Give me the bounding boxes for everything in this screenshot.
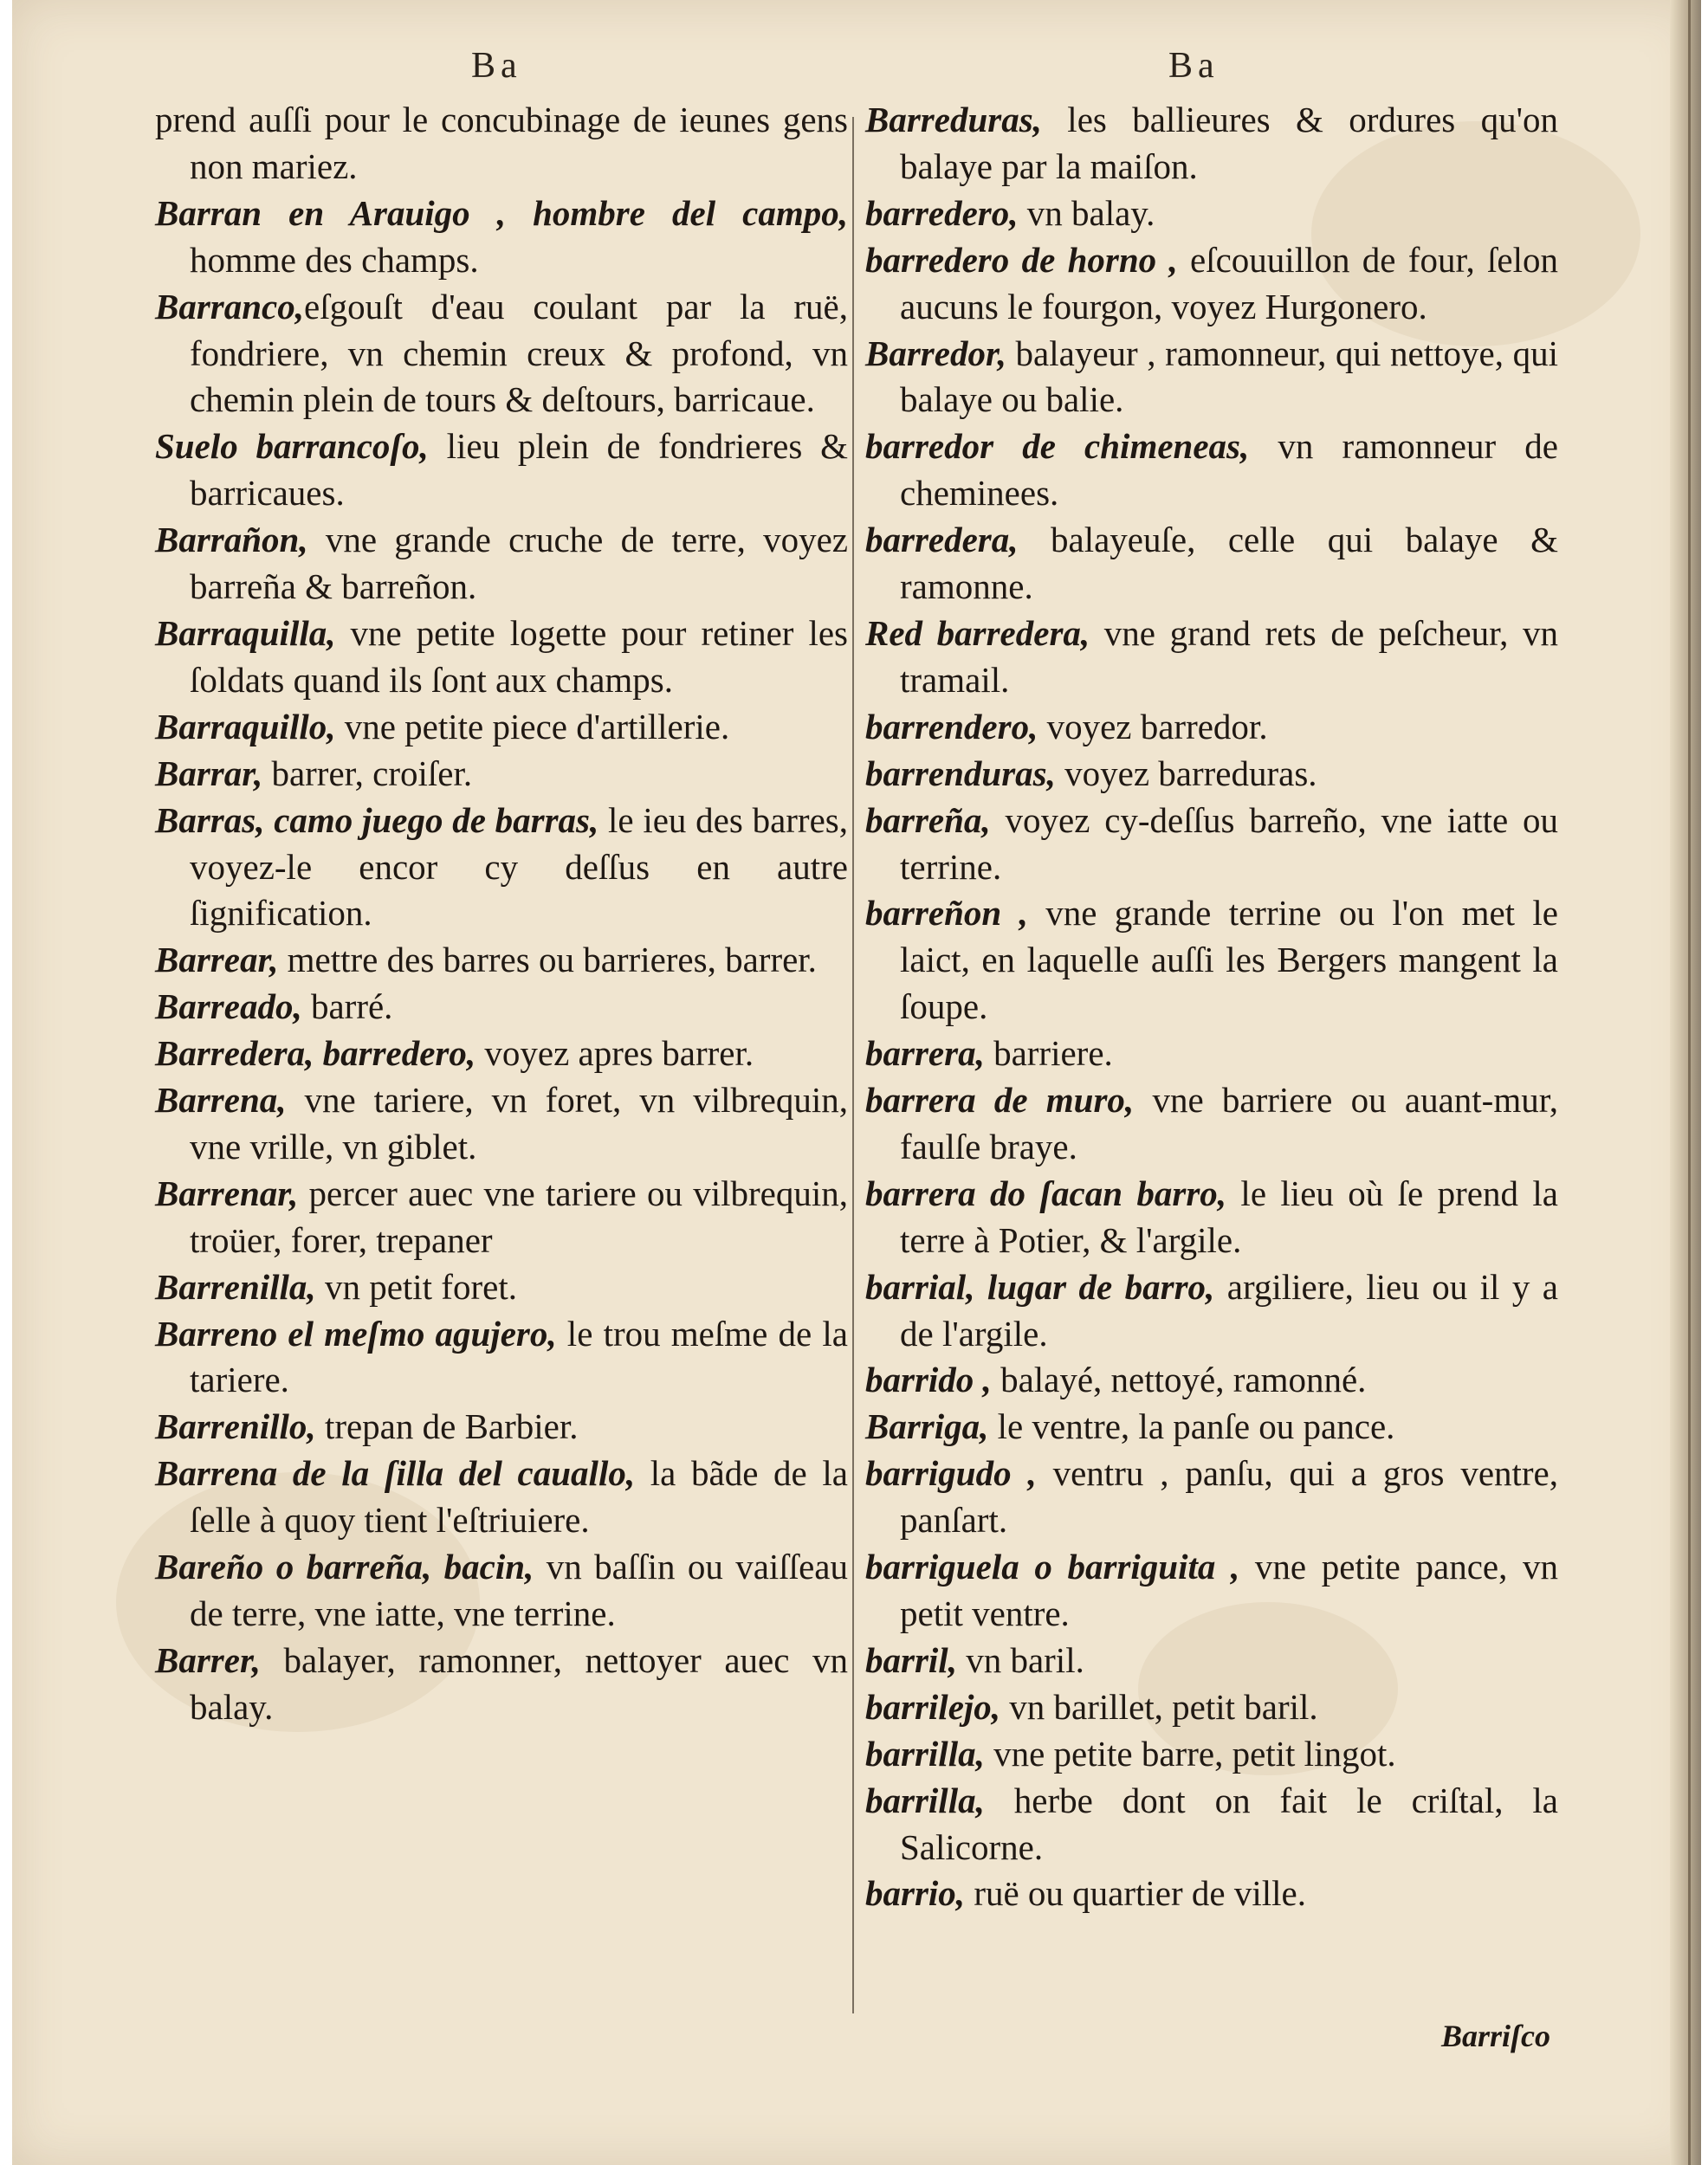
running-header-right: Ba: [1168, 46, 1220, 86]
dictionary-entry: [155, 1544, 848, 1638]
entry-definition: barriere.: [984, 1033, 1113, 1074]
dictionary-entry: [865, 1171, 1558, 1264]
entry-definition: voyez barreduras.: [1055, 753, 1317, 793]
entry-definition: trepan de Barbier.: [315, 1406, 579, 1447]
entry-headword: barrilla,: [865, 1780, 985, 1820]
entry-definition: vn baril.: [956, 1639, 1084, 1680]
dictionary-entry: [155, 1638, 848, 1731]
entry-definition: le trou meſme de la tariere.: [190, 1313, 849, 1400]
entry-definition: vne petite pance, vn petit ventre.: [900, 1547, 1558, 1633]
dictionary-entry: [155, 751, 848, 798]
dictionary-entry: [155, 1451, 848, 1544]
entry-definition: voyez cy-deſſus barreño, vne iatte ou terrine.: [900, 799, 1558, 887]
dictionary-entry: [865, 97, 1558, 191]
entry-headword: Barrenilla,: [155, 1266, 316, 1307]
dictionary-entry: [865, 1871, 1558, 1917]
entry-definition: herbe dont on fait le criſtal, la Salicorne.: [900, 1780, 1558, 1867]
entry-definition: balayé, nettoyé, ramonné.: [991, 1360, 1367, 1400]
entry-headword: Barras, camo juego de barras,: [155, 799, 599, 840]
dictionary-entry: [155, 191, 848, 284]
book-page: [12, 0, 1701, 2165]
entry-headword: barrilejo,: [865, 1686, 1001, 1727]
dictionary-entry: [865, 423, 1558, 517]
entry-definition: vne petite logette pour retiner les ſoldats quand ils ſont aux champs.: [190, 612, 848, 700]
entry-headword: barrial, lugar de barro,: [865, 1266, 1215, 1307]
entry-definition: argiliere, lieu ou il y a de l'argile.: [900, 1266, 1559, 1354]
entry-definition: vne grand rets de peſcheur, vn tramail.: [900, 612, 1558, 700]
entry-definition: balayeur , ramonneur, qui nettoye, qui balaye ou balie.: [900, 333, 1558, 420]
entry-definition: lieu plein de fondrieres & barricaues.: [190, 426, 848, 514]
dictionary-entry: [155, 1264, 848, 1311]
entry-definition: les ballieures & ordures qu'on balaye par la maiſon.: [900, 100, 1558, 186]
entry-definition: vne petite barre, petit lingot.: [984, 1733, 1396, 1774]
entry-headword: barriguela o barriguita ,: [865, 1547, 1240, 1587]
entry-definition: balayer, ramonner, nettoyer auec vn balay.: [190, 1639, 848, 1727]
entry-headword: barredera,: [865, 520, 1019, 560]
page-edge: [1670, 0, 1701, 2165]
entry-definition: ruë ou quartier de ville.: [965, 1873, 1306, 1914]
entry-definition: vn petit foret.: [315, 1266, 517, 1307]
entry-headword: barredero,: [865, 192, 1019, 233]
entry-headword: Barrena,: [155, 1080, 287, 1121]
entry-headword: Barriga,: [865, 1406, 989, 1447]
dictionary-entry: [865, 1077, 1558, 1171]
catchword: Barriſco: [1441, 2019, 1550, 2053]
dictionary-entry: [865, 1684, 1558, 1731]
entry-definition: balayeuſe, celle qui balaye & ramonne.: [900, 520, 1558, 607]
dictionary-entry: [865, 237, 1558, 331]
dictionary-entry: [865, 1778, 1558, 1871]
entry-headword: Barreno el meſmo agujero,: [155, 1313, 557, 1354]
entry-definition: vne barriere ou auant-mur, faulſe braye.: [900, 1080, 1558, 1167]
entry-headword: barrera do ſacan barro,: [865, 1173, 1227, 1213]
entry-headword: Red barredera,: [865, 612, 1090, 653]
entry-headword: Barran en Arauigo , hombre del campo,: [155, 192, 848, 233]
entry-headword: Barraquillo,: [155, 706, 336, 746]
dictionary-entry: [865, 751, 1558, 798]
entry-headword: barrilla,: [865, 1733, 985, 1774]
left-column: [155, 97, 848, 1731]
entry-headword: barrendero,: [865, 706, 1038, 746]
entry-definition: barrer, croiſer.: [262, 753, 473, 793]
dictionary-entry: [155, 284, 848, 424]
entry-headword: barril,: [865, 1639, 957, 1680]
entry-definition: prend auſſi pour le concubinage de ieunes gens non mariez.: [155, 100, 848, 186]
entry-definition: homme des champs.: [190, 239, 479, 280]
dictionary-entry: [865, 704, 1558, 751]
entry-definition: vn baſſin ou vaiſſeau de terre, vne iatte, vne terrine.: [190, 1547, 849, 1633]
dictionary-entry: [155, 423, 848, 517]
dictionary-entry: [155, 1031, 848, 1077]
entry-definition: barré.: [301, 986, 393, 1027]
dictionary-entry: [865, 191, 1558, 237]
dictionary-entry: [865, 331, 1558, 424]
entry-headword: Barreduras,: [865, 100, 1042, 139]
entry-definition: vne grande cruche de terre, voyez barreña & barreñon.: [190, 520, 848, 607]
dictionary-entry: [865, 1031, 1558, 1077]
entry-headword: Barraquilla,: [155, 612, 336, 653]
entry-definition: le ieu des barres, voyez-le encor cy deſſus en autre ſignification.: [190, 799, 848, 934]
dictionary-entry: [155, 611, 848, 704]
entry-headword: Barredera, barredero,: [155, 1033, 476, 1074]
entry-definition: voyez apres barrer.: [476, 1033, 754, 1074]
entry-headword: Suelo barrancoſo,: [155, 426, 429, 467]
dictionary-entry: [155, 1311, 848, 1405]
entry-headword: Barrer,: [155, 1639, 261, 1680]
entry-definition: eſgouſt d'eau coulant par la ruë, fondriere, vn chemin creux & profond, vn chemin plein de tours & deſtours, barricaue.: [190, 286, 848, 420]
dictionary-entry: [865, 890, 1558, 1031]
dictionary-entry: [865, 1731, 1558, 1778]
dictionary-entry: [865, 1638, 1558, 1684]
entry-definition: mettre des barres ou barrieres, barrer.: [278, 940, 817, 980]
entry-headword: barrio,: [865, 1873, 966, 1914]
dictionary-entry: [155, 517, 848, 611]
entry-definition: vn balay.: [1018, 192, 1155, 233]
entry-headword: Barrenar,: [155, 1173, 299, 1213]
entry-headword: barredero de horno ,: [865, 239, 1178, 280]
dictionary-entry: [155, 97, 848, 191]
entry-headword: Barranco,: [155, 286, 305, 326]
dictionary-entry: [865, 517, 1558, 611]
entry-headword: Barrenillo,: [155, 1406, 316, 1447]
page-edge-line: [1688, 0, 1691, 2165]
entry-definition: le lieu où ſe prend la terre à Potier, & l'argile.: [900, 1173, 1558, 1260]
entry-headword: barrido ,: [865, 1360, 992, 1400]
dictionary-entry: [155, 1171, 848, 1264]
entry-headword: barredor de chimeneas,: [865, 426, 1250, 467]
entry-headword: Barrear,: [155, 940, 279, 980]
right-column: [865, 97, 1558, 1917]
dictionary-entry: [865, 1404, 1558, 1451]
entry-headword: Barrar,: [155, 753, 263, 793]
dictionary-entry: [155, 798, 848, 938]
entry-headword: barrenduras,: [865, 753, 1056, 793]
entry-definition: eſcouuillon de four, ſelon aucuns le fourgon, voyez Hurgonero.: [900, 239, 1558, 326]
dictionary-entry: [865, 611, 1558, 704]
entry-headword: Barredor,: [865, 333, 1006, 373]
dictionary-entry: [865, 1264, 1558, 1358]
running-header-left: Ba: [471, 46, 522, 86]
entry-definition: vn barillet, petit baril.: [1000, 1686, 1318, 1727]
entry-headword: barrera,: [865, 1033, 985, 1074]
entry-definition: ventru , panſu, qui a gros ventre, panſart.: [900, 1453, 1559, 1541]
dictionary-entry: [155, 937, 848, 984]
dictionary-entry: [155, 1404, 848, 1451]
entry-definition: vne tariere, vn foret, vn vilbrequin, vne vrille, vn giblet.: [190, 1080, 848, 1167]
dictionary-entry: [865, 1357, 1558, 1404]
dictionary-entry: [865, 1451, 1558, 1544]
dictionary-entry: [865, 798, 1558, 891]
entry-headword: Barreado,: [155, 986, 302, 1027]
entry-definition: la bãde de la ſelle à quoy tient l'eſtriuiere.: [190, 1453, 848, 1541]
entry-headword: barreña,: [865, 799, 991, 840]
entry-headword: barreñon ,: [865, 893, 1028, 934]
entry-headword: Barrena de la ſilla del cauallo,: [155, 1453, 636, 1494]
dictionary-entry: [155, 1077, 848, 1171]
dictionary-entry: [155, 984, 848, 1031]
entry-definition: percer auec vne tariere ou vilbrequin, troüer, forer, trepaner: [190, 1173, 848, 1260]
entry-headword: Bareño o barreña, bacin,: [155, 1547, 534, 1587]
entry-definition: le ventre, la panſe ou pance.: [988, 1406, 1395, 1447]
column-divider: [852, 117, 854, 2013]
entry-definition: voyez barredor.: [1038, 706, 1268, 746]
entry-headword: Barrañon,: [155, 520, 308, 560]
entry-headword: barrera de muro,: [865, 1080, 1135, 1121]
entry-headword: barrigudo ,: [865, 1453, 1037, 1494]
entry-definition: vne petite piece d'artillerie.: [335, 706, 730, 746]
dictionary-entry: [155, 704, 848, 751]
dictionary-entry: [865, 1544, 1558, 1638]
entry-definition: vne grande terrine ou l'on met le laict, en laquelle auſſi les Bergers mangent la ſoupe.: [900, 893, 1559, 1027]
entry-definition: vn ramonneur de cheminees.: [900, 426, 1558, 514]
